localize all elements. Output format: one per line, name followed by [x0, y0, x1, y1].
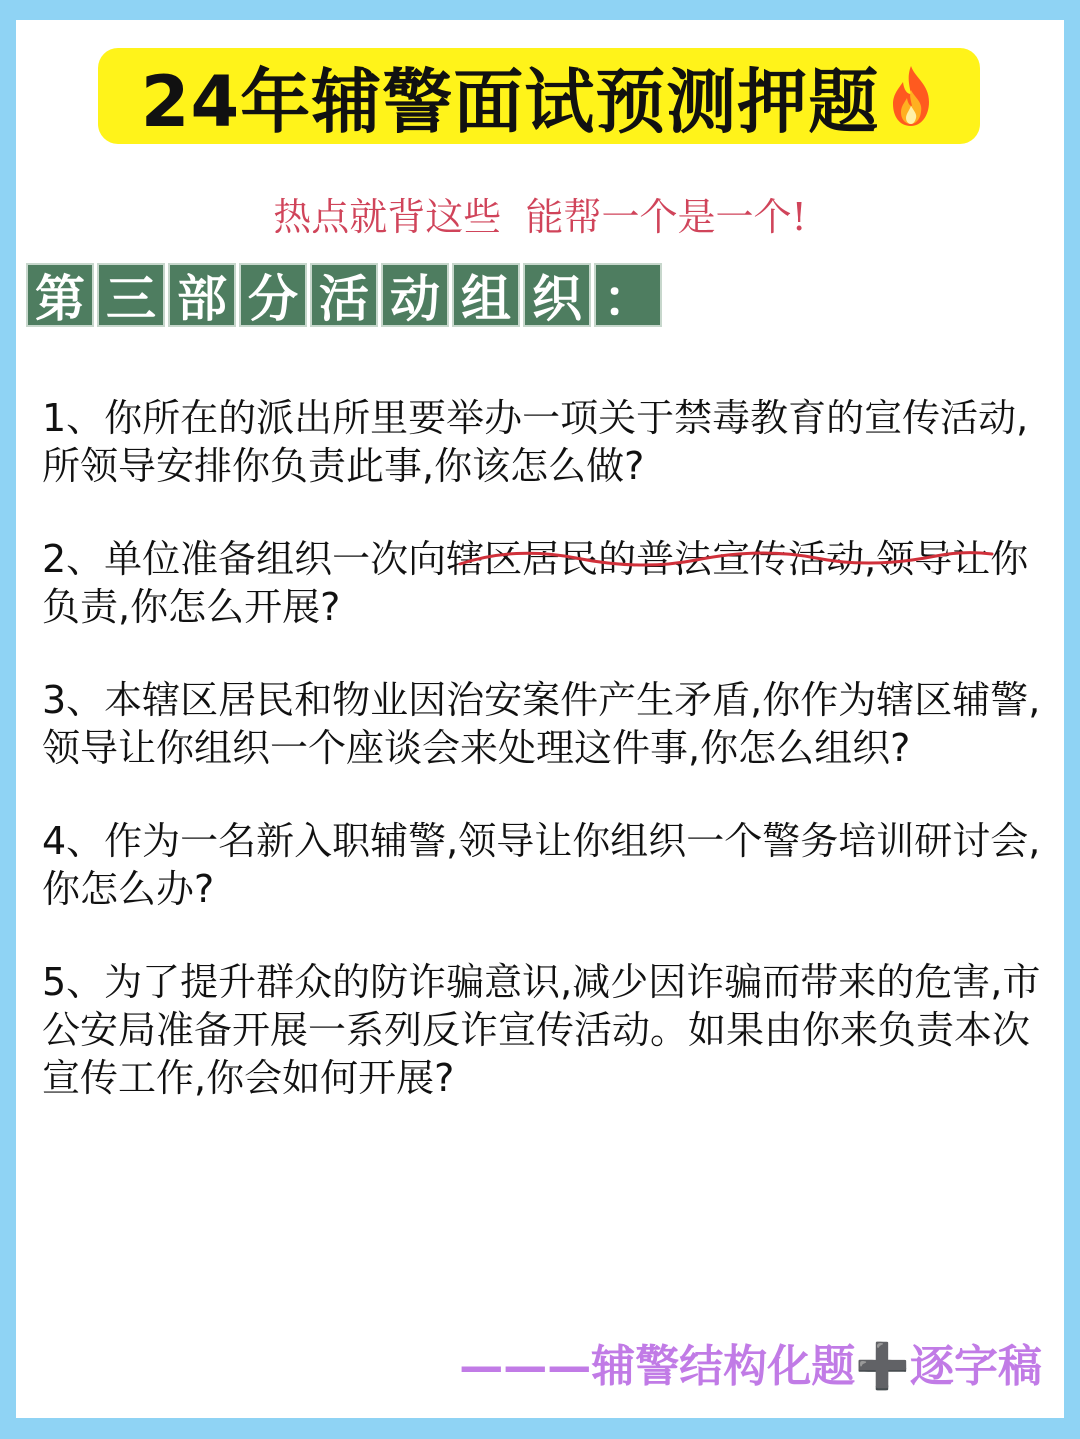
section-char: ：: [594, 263, 662, 327]
section-heading: [26, 263, 662, 327]
section-char: 第: [26, 263, 94, 327]
question-1: 1、你所在的派出所里要举办一项关于禁毒教育的宣传活动,所领导安排你负责此事,你该怎么做?: [42, 396, 1029, 488]
title-banner: [98, 48, 980, 144]
section-char: 组: [452, 263, 520, 327]
question-2: 2、单位准备组织一次向辖区居民的普法宣传活动,领导让你负责,你怎么开展?: [42, 537, 1029, 629]
section-char: 活: [310, 263, 378, 327]
section-char: 分: [239, 263, 307, 327]
question-5: 5、为了提升群众的防诈骗意识,减少因诈骗而带来的危害,市公安局准备开展一系列反诈宣传活动。如果由你来负责本次宣传工作,你会如何开展?: [42, 960, 1041, 1100]
footer-text: ———辅警结构化题: [459, 1341, 856, 1392]
poster: [16, 20, 1064, 1418]
subtitle: 热点就背这些 能帮一个是一个!: [273, 195, 807, 239]
section-char: 部: [168, 263, 236, 327]
footer-caption: [459, 1330, 1042, 1394]
page-title: 24年辅警面试预测押题: [140, 60, 880, 143]
footer-text-end: 逐字稿: [910, 1341, 1042, 1392]
plus-icon: ➕: [855, 1341, 910, 1392]
question-3: 3、本辖区居民和物业因治安案件产生矛盾,你作为辖区辅警,领导让你组织一个座谈会来处理这件事,你怎么组织?: [42, 678, 1041, 770]
section-char: 三: [97, 263, 165, 327]
section-char: 织: [523, 263, 591, 327]
question-4: 4、作为一名新入职辅警,领导让你组织一个警务培训研讨会,你怎么办?: [42, 819, 1041, 911]
fire-icon: [885, 64, 937, 128]
section-char: 动: [381, 263, 449, 327]
question-list: [42, 394, 1042, 1147]
handwritten-underline: [456, 542, 996, 572]
